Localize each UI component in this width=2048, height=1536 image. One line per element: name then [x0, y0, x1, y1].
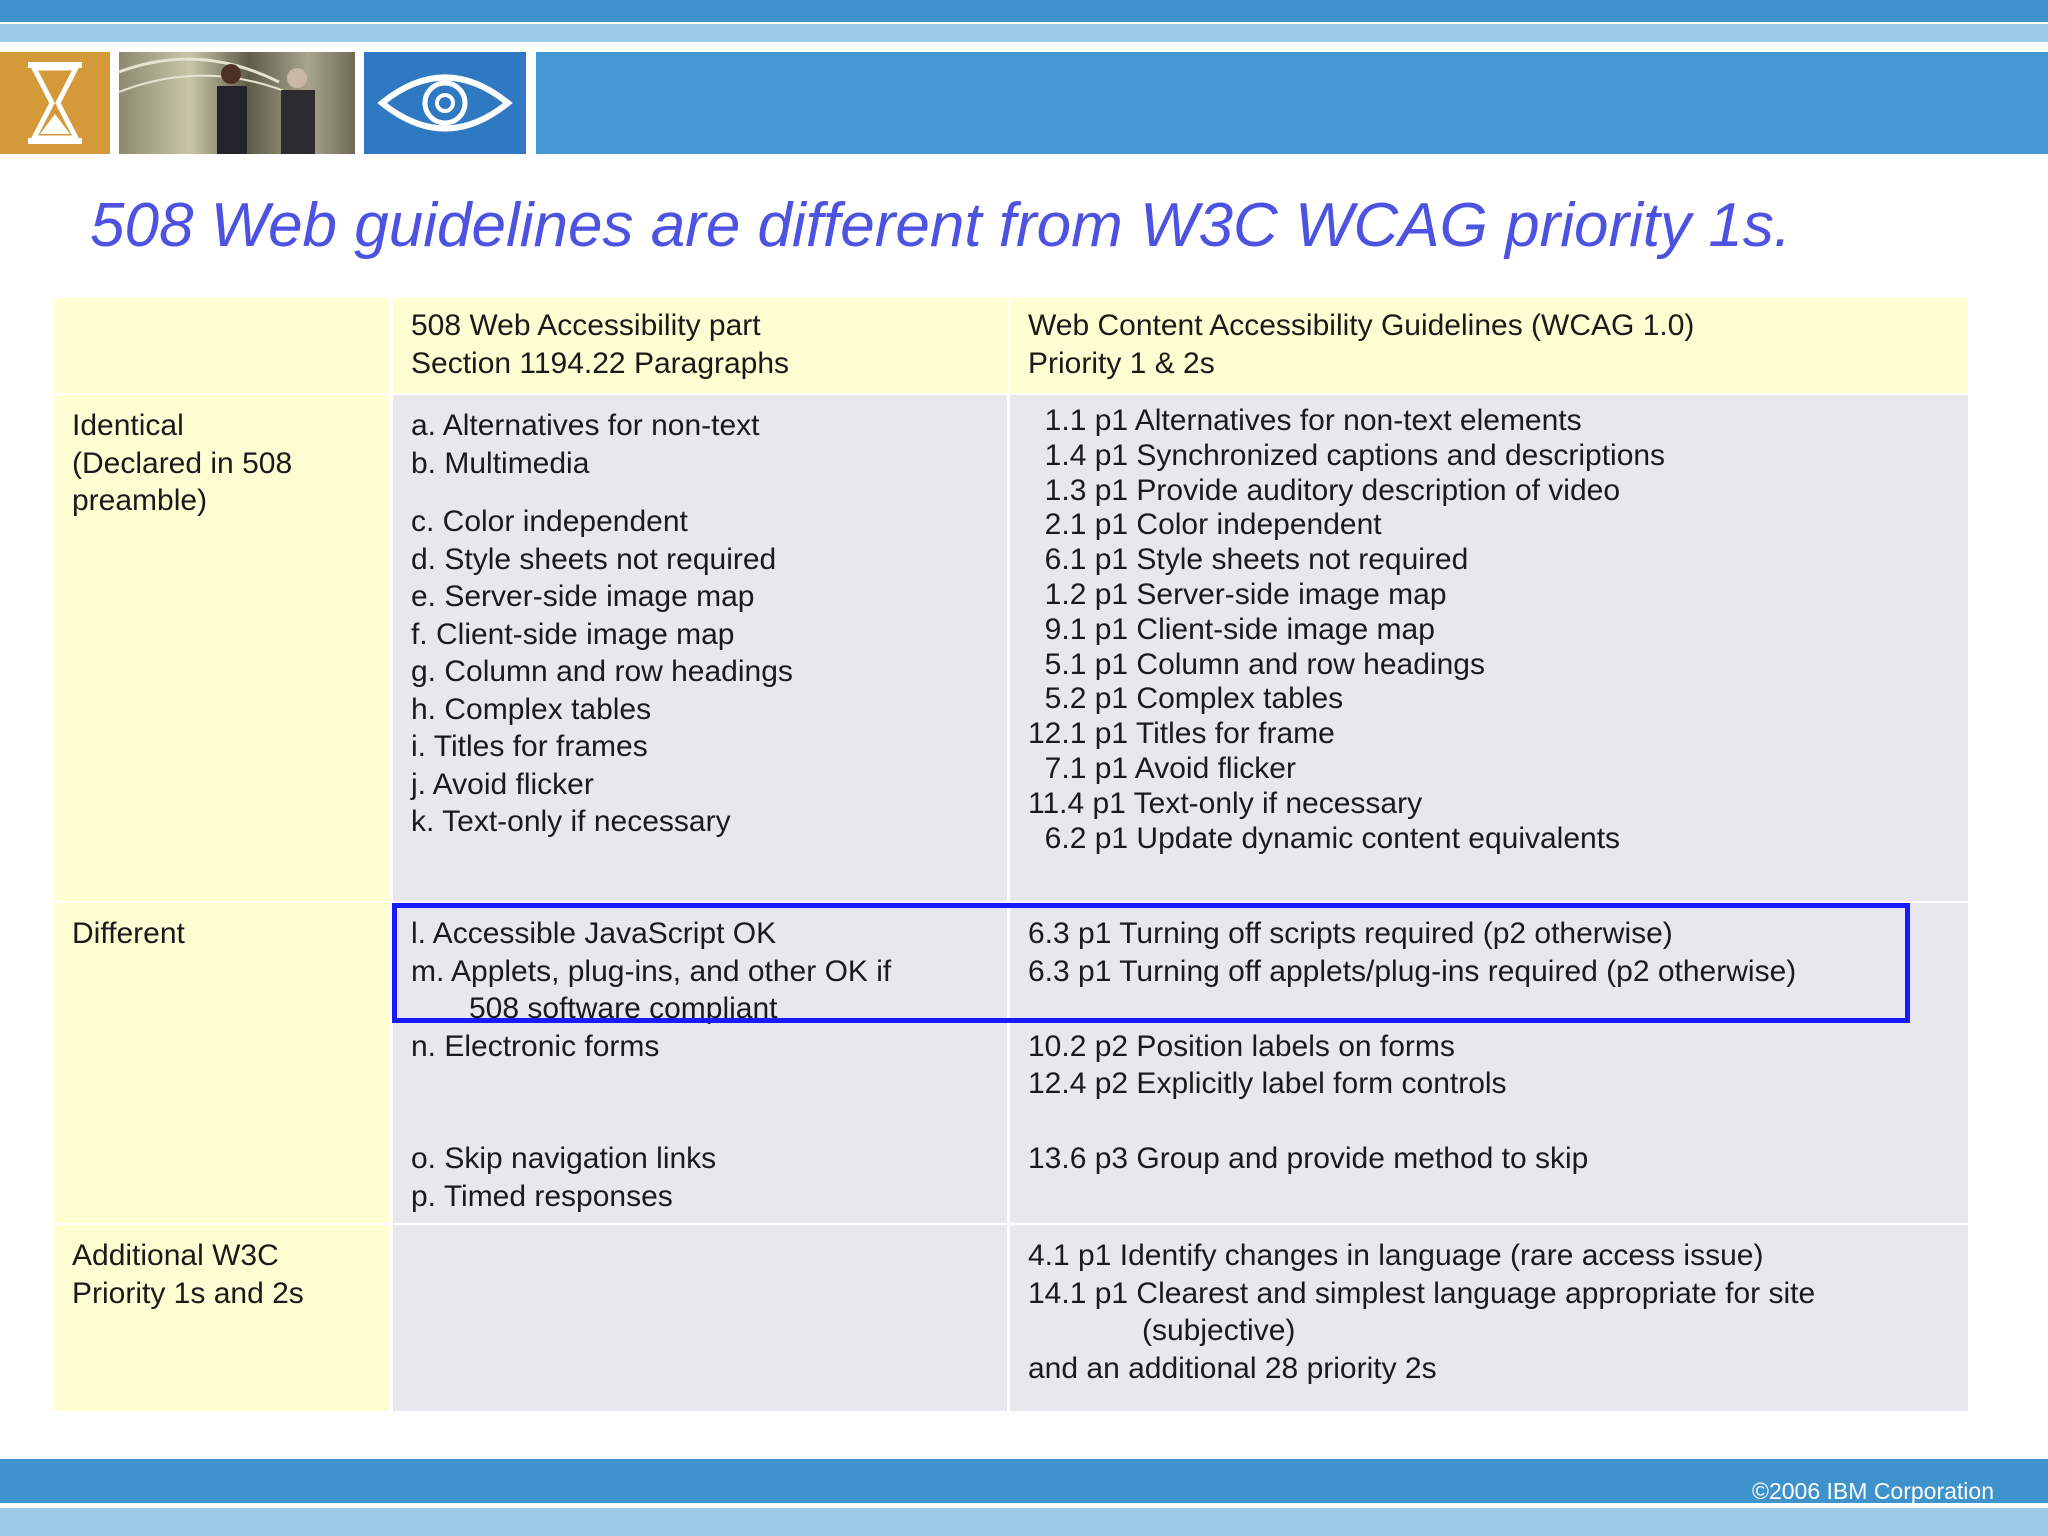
- table-header-508: [393, 298, 1007, 393]
- list-item: 1.2 p1 Server-side image map: [1028, 577, 1447, 611]
- list-item: k. Text-only if necessary: [411, 805, 731, 838]
- list-item: and an additional 28 priority 2s: [1028, 1351, 1437, 1385]
- additional-508-cell: [393, 1225, 1007, 1411]
- list-item: e. Server-side image map: [411, 580, 755, 613]
- list-item: f. Client-side image map: [411, 617, 735, 651]
- header-508-line1: 508 Web Accessibility part: [411, 309, 761, 342]
- list-item: 10.2 p2 Position labels on forms: [1028, 1029, 1455, 1063]
- identical-508-cell: [393, 395, 1007, 901]
- list-item: g. Column and row headings: [411, 655, 793, 688]
- list-item-spacer: [411, 482, 989, 503]
- row-label-additional: [54, 1225, 390, 1411]
- list-item-spacer: [411, 1065, 989, 1140]
- top-band: [0, 0, 2048, 22]
- eye-icon: [364, 52, 526, 154]
- identical-wcag-cell: [1010, 395, 1968, 901]
- list-item: 5.1 p1 Column and row headings: [1028, 647, 1485, 681]
- list-item: 2.1 p1 Color independent: [1028, 508, 1382, 542]
- hourglass-icon: [0, 52, 110, 154]
- additional-wcag-cell: [1010, 1225, 1968, 1411]
- highlight-box: [392, 903, 1910, 1023]
- header-wcag-line2: Priority 1 & 2s: [1028, 346, 1215, 380]
- list-item: 6.3 p1 Turning off applets/plug-ins required (p2 otherwise): [1028, 954, 1797, 988]
- list-item: (subjective): [1142, 1314, 1296, 1347]
- list-item: 9.1 p1 Client-side image map: [1028, 612, 1435, 646]
- additional-label-line2: Priority 1s and 2s: [72, 1276, 304, 1310]
- list-item: p. Timed responses: [411, 1179, 673, 1213]
- list-item: 6.2 p1 Update dynamic content equivalents: [1028, 821, 1621, 855]
- list-item: 6.3 p1 Turning off scripts required (p2 otherwise): [1028, 917, 1673, 950]
- list-item: 12.4 p2 Explicitly label form controls: [1028, 1067, 1507, 1100]
- list-item: 4.1 p1 Identify changes in language (rare access issue): [1028, 1239, 1764, 1272]
- slide-title: 508 Web guidelines are different from W3C WCAG priority 1s.: [90, 191, 1792, 260]
- list-item: 508 software compliant: [469, 992, 778, 1025]
- different-label: Different: [72, 917, 185, 950]
- row-label-identical: [54, 395, 390, 901]
- list-item: 14.1 p1 Clearest and simplest language appropriate for site: [1028, 1276, 1816, 1310]
- list-item: 5.2 p1 Complex tables: [1028, 682, 1344, 716]
- list-item: h. Complex tables: [411, 692, 652, 726]
- list-item: l. Accessible JavaScript OK: [411, 917, 777, 950]
- header-508-line2: Section 1194.22 Paragraphs: [411, 346, 790, 380]
- list-item: o. Skip navigation links: [411, 1142, 717, 1175]
- list-item: 1.4 p1 Synchronized captions and descriptions: [1028, 438, 1666, 472]
- list-item: 1.3 p1 Provide auditory description of video: [1028, 473, 1621, 507]
- header-wcag-line1: Web Content Accessibility Guidelines (WCAG 1.0): [1028, 309, 1695, 342]
- list-item: 13.6 p3 Group and provide method to skip: [1028, 1142, 1589, 1175]
- list-item: 11.4 p1 Text-only if necessary: [1028, 786, 1423, 820]
- additional-label-line1: Additional W3C: [72, 1239, 279, 1272]
- table-header-empty: [54, 298, 390, 393]
- row-label-different: [54, 903, 390, 1223]
- identical-label-line3: preamble): [72, 484, 208, 517]
- list-item: 12.1 p1 Titles for frame: [1028, 717, 1335, 751]
- business-people-photo: [119, 52, 355, 154]
- list-item: b. Multimedia: [411, 446, 590, 480]
- list-item: c. Color independent: [411, 505, 688, 538]
- list-item: j. Avoid flicker: [411, 767, 594, 801]
- list-item: 1.1 p1 Alternatives for non-text elements: [1028, 404, 1582, 437]
- table-header-wcag: [1010, 298, 1968, 393]
- list-item: n. Electronic forms: [411, 1029, 660, 1063]
- identical-label-line2: (Declared in 508: [72, 446, 293, 480]
- list-item: d. Style sheets not required: [411, 542, 777, 576]
- list-item: 6.1 p1 Style sheets not required: [1028, 543, 1469, 577]
- list-item: 7.1 p1 Avoid flicker: [1028, 751, 1296, 785]
- bottom-band: [0, 1459, 2048, 1503]
- copyright-footer: ©2006 IBM Corporation: [1752, 1478, 1994, 1504]
- bottom-band-light: [0, 1508, 2048, 1536]
- list-item-spacer: [1028, 1103, 1950, 1141]
- list-item: m. Applets, plug-ins, and other OK if: [411, 954, 892, 988]
- top-band-light: [0, 24, 2048, 42]
- header-bar: [536, 52, 2048, 154]
- list-item: a. Alternatives for non-text: [411, 409, 760, 442]
- list-item: i. Titles for frames: [411, 730, 648, 763]
- identical-label-line1: Identical: [72, 409, 184, 442]
